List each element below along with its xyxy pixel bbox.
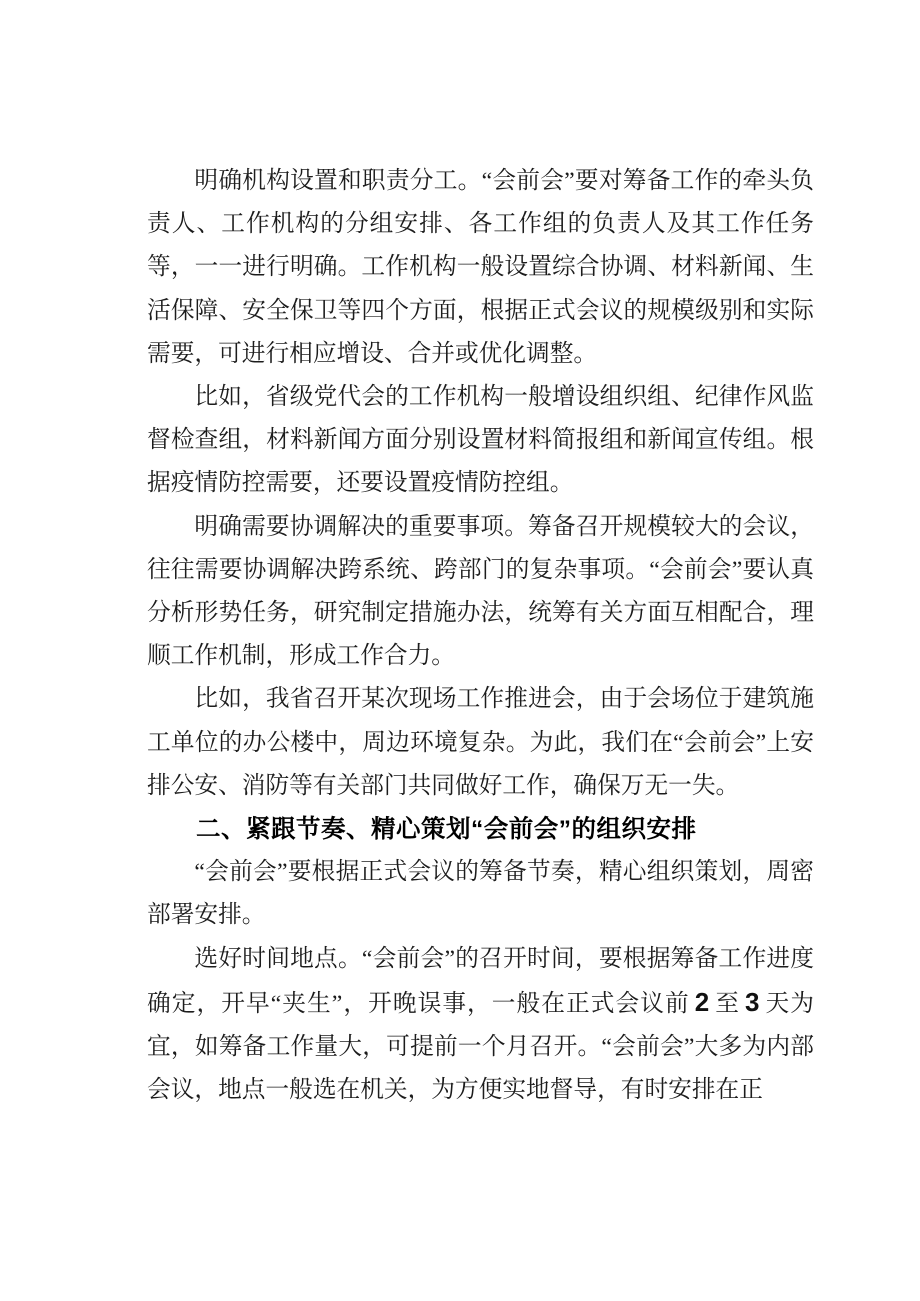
paragraph-example-party-congress: 比如，省级党代会的工作机构一般增设组织组、纪律作风监督检查组，材料新闻方面分别设置材料简报组和新闻宣传组。根据疫情防控需要，还要设置疫情防控组。 bbox=[147, 384, 814, 497]
number-days-max: 3 bbox=[745, 986, 760, 1017]
paragraph-coordination-items: 明确需要协调解决的重要事项。筹备召开规模较大的会议，往往需要协调解决跨系统、跨部门的复杂事项。“会前会”要认真分析形势任务，研究制定措施办法，统筹有关方面互相配合，理顺工作机制，形成工作合力。 bbox=[147, 513, 814, 670]
paragraph-org-setup: 明确机构设置和职责分工。“会前会”要对筹备工作的牵头负责人、工作机构的分组安排、各工作组的负责人及其工作任务等，一一进行明确。工作机构一般设置综合协调、材料新闻、生活保障、安全保卫等四个方面，根据正式会议的规模级别和实际需要，可进行相应增设、合并或优化调整。 bbox=[147, 168, 814, 367]
paragraph-time-location bbox=[147, 938, 814, 1113]
number-days-min: 2 bbox=[694, 986, 710, 1017]
paragraph-example-site-meeting: 比如，我省召开某次现场工作推进会，由于会场位于建筑施工单位的办公楼中，周边环境复杂。为此，我们在“会前会”上安排公安、消防等有关部门共同做好工作，确保万无一失。 bbox=[147, 686, 814, 799]
time-location-text-end: 天为宜，如筹备工作量大，可提前一个月召开。“会前会”大多为内部会议，地点一般选在机关，为方便实地督导，有时安排在正 bbox=[147, 990, 814, 1104]
time-location-text-to: 至 bbox=[714, 990, 741, 1017]
document-content bbox=[147, 160, 814, 1112]
paragraph-planning-intro: “会前会”要根据正式会议的筹备节奏，精心组织策划，周密部署安排。 bbox=[147, 859, 814, 929]
section-heading: 二、紧跟节奏、精心策划“会前会”的组织安排 bbox=[196, 816, 697, 844]
time-location-text-start: 选好时间地点。“会前会”的召开时间，要根据筹备工作进度确定，开早“夹生”，开晚误事，一般在正式会议前 bbox=[147, 945, 814, 1017]
